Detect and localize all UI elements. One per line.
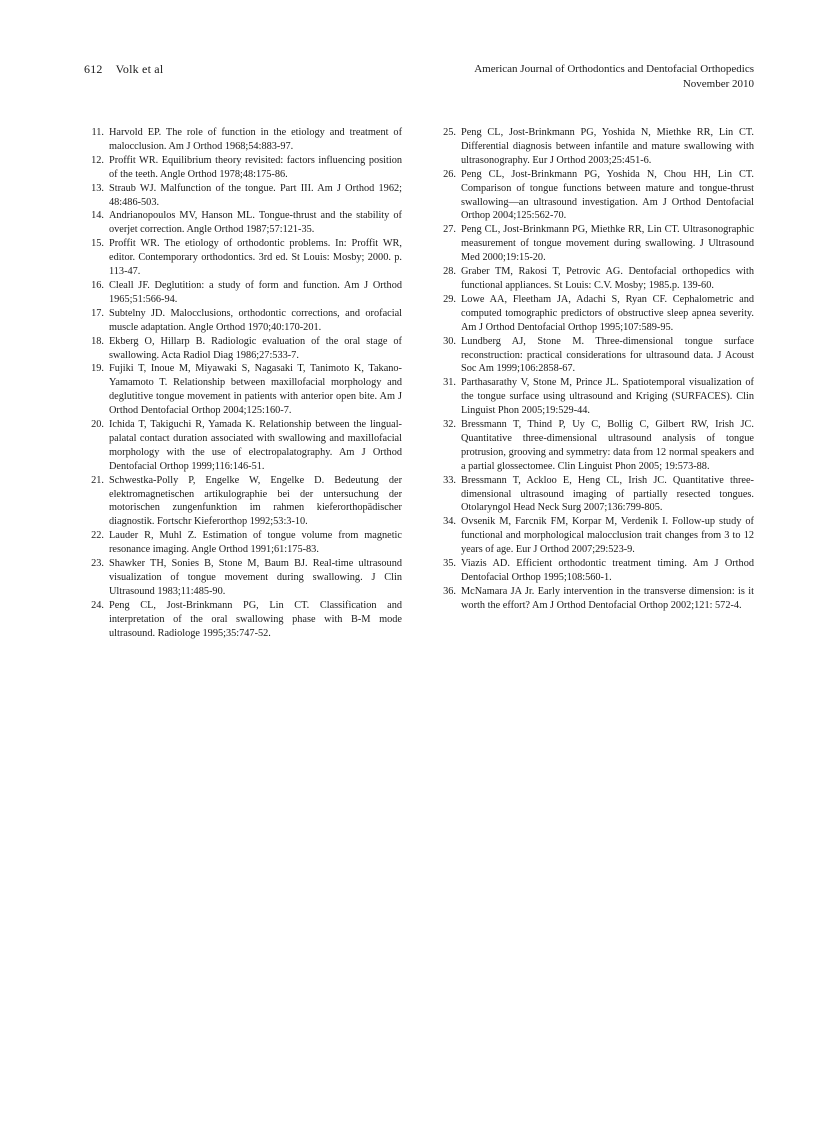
reference-text: Peng CL, Jost-Brinkmann PG, Yoshida N, Chou HH, Lin CT. Comparison of tongue functions between mature and tongue-thrust swallowing—an ultrasound investigation. Am J Orthod Dentofacial Orthop 2004;125:562-70.	[461, 168, 754, 222]
reference-number: 33.	[443, 474, 456, 486]
reference-item	[436, 557, 754, 585]
reference-item	[84, 418, 402, 474]
reference-number: 18.	[91, 335, 104, 347]
reference-text: Ovsenik M, Farcnik FM, Korpar M, Verdenik I. Follow-up study of functional and morphological malocclusion trait changes from 3 to 12 years of age. Eur J Orthod 2007;29:523-9.	[461, 516, 754, 556]
reference-number: 31.	[443, 377, 456, 389]
reference-item	[436, 474, 754, 516]
reference-number: 11.	[91, 127, 104, 138]
reference-item	[436, 293, 754, 335]
reference-text: McNamara JA Jr. Early intervention in the transverse dimension: is it worth the effort? Am J Orthod Dentofacial Orthop 2002;121: 572-4.	[461, 585, 754, 611]
reference-item	[436, 335, 754, 377]
page-number: 612	[84, 62, 103, 76]
reference-number: 29.	[443, 293, 456, 305]
reference-text: Fujiki T, Inoue M, Miyawaki S, Nagasaki T, Tanimoto K, Takano-Yamamoto T. Relationship between maxillofacial morphology and deglutitive tongue movement in patients with anterior open bite. Am J Orthod Dentofacial Orthop 2004;125:160-7.	[109, 363, 402, 417]
reference-item	[84, 474, 402, 530]
reference-number: 21.	[91, 474, 104, 486]
reference-number: 32.	[443, 419, 456, 431]
reference-text: Lowe AA, Fleetham JA, Adachi S, Ryan CF. Cephalometric and computed tomographic predictors of obstructive sleep apnea severity. Am J Orthod Dentofacial Orthop 1995;107:589-95.	[461, 293, 754, 333]
reference-item	[84, 307, 402, 335]
reference-number: 15.	[91, 238, 104, 250]
reference-item	[436, 585, 754, 613]
reference-item	[436, 418, 754, 474]
reference-item	[84, 557, 402, 599]
reference-number: 27.	[443, 224, 456, 236]
reference-number: 23.	[91, 558, 104, 570]
reference-number: 22.	[91, 530, 104, 542]
reference-number: 35.	[443, 558, 456, 570]
reference-text: Parthasarathy V, Stone M, Prince JL. Spatiotemporal visualization of the tongue surface using ultrasound and Kriging (SURFACES). Clin Linguist Phon 2005;19:529-44.	[461, 377, 754, 417]
reference-number: 34.	[443, 516, 456, 528]
reference-text: Andrianopoulos MV, Hanson ML. Tongue-thrust and the stability of overjet correction. Angle Orthod 1987;57:121-35.	[109, 210, 402, 236]
reference-number: 36.	[443, 585, 456, 597]
running-authors: Volk et al	[115, 62, 164, 76]
reference-number: 24.	[91, 599, 104, 611]
reference-text: Viazis AD. Efficient orthodontic treatment timing. Am J Orthod Dentofacial Orthop 1995;108:560-1.	[461, 558, 754, 583]
reference-number: 13.	[91, 182, 104, 194]
reference-item	[84, 237, 402, 279]
reference-text: Graber TM, Rakosi T, Petrovic AG. Dentofacial orthopedics with functional appliances. St Louis: C.V. Mosby; 1985.p. 139-60.	[461, 266, 754, 291]
reference-item	[84, 279, 402, 307]
reference-text: Ichida T, Takiguchi R, Yamada K. Relationship between the lingual-palatal contact duration associated with swallowing and maxillofacial morphology with the use of electropalatography. Am J Orthod Dentofacial Orthop 1999;116:146-51.	[109, 419, 402, 472]
reference-item	[84, 209, 402, 237]
reference-text: Lauder R, Muhl Z. Estimation of tongue volume from magnetic resonance imaging. Angle Orthod 1991;61:175-83.	[109, 530, 402, 556]
reference-item	[436, 168, 754, 224]
reference-text: Bressmann T, Thind P, Uy C, Bollig C, Gilbert RW, Irish JC. Quantitative three-dimensional ultrasound analysis of tongue protrusion, grooving and symmetry: data from 12 normal speakers and a partial glossectomee. Clin Linguist Phon 2005; 19:573-88.	[461, 419, 754, 472]
running-header-right	[474, 62, 754, 91]
reference-item	[84, 335, 402, 363]
reference-text: Subtelny JD. Malocclusions, orthodontic corrections, and orofacial muscle adaptation. Angle Orthod 1970;40:170-201.	[109, 307, 402, 333]
reference-number: 19.	[91, 363, 104, 375]
reference-item	[84, 182, 402, 210]
reference-text: Straub WJ. Malfunction of the tongue. Part III. Am J Orthod 1962; 48:486-503.	[109, 182, 402, 208]
reference-item	[436, 223, 754, 265]
reference-item	[84, 362, 402, 418]
reference-text: Lundberg AJ, Stone M. Three-dimensional tongue surface reconstruction: practical considerations for ultrasound data. J Acoust Soc Am 1999;106:2858-67.	[461, 335, 754, 375]
reference-text: Schwestka-Polly P, Engelke W, Engelke D. Bedeutung der elektromagnetischen artikulographie bei der untersuchung der motorischen zungenfunktion im rahmen kieferorthopädischer diagnostik. Fortschr Kieferorthop 1992;53:3-10.	[109, 474, 402, 528]
reference-text: Bressmann T, Ackloo E, Heng CL, Irish JC. Quantitative three-dimensional ultrasound imaging of partially resected tongues. Otolaryngol Head Neck Surg 2007;136:799-805.	[461, 474, 754, 514]
issue-date: November 2010	[682, 77, 754, 90]
reference-text: Proffit WR. The etiology of orthodontic problems. In: Proffit WR, editor. Contemporary orthodontics. 3rd ed. St Louis: Mosby; 2000. p. 113-47.	[109, 238, 402, 278]
reference-text: Harvold EP. The role of function in the etiology and treatment of malocclusion. Am J Orthod 1968;54:883-97.	[109, 127, 402, 152]
references-right-column	[436, 126, 754, 613]
reference-item	[84, 529, 402, 557]
reference-number: 16.	[91, 279, 104, 291]
reference-text: Proffit WR. Equilibrium theory revisited: factors influencing position of the teeth. Angle Orthod 1978;48:175-86.	[109, 154, 402, 180]
reference-text: Ekberg O, Hillarp B. Radiologic evaluation of the oral stage of swallowing. Acta Radiol Diag 1986;27:533-7.	[109, 335, 402, 361]
reference-number: 28.	[443, 266, 456, 278]
reference-text: Cleall JF. Deglutition: a study of form and function. Am J Orthod 1965;51:566-94.	[109, 279, 402, 305]
reference-item	[84, 154, 402, 182]
reference-text: Shawker TH, Sonies B, Stone M, Baum BJ. Real-time ultrasound visualization of tongue movement during swallowing. J Clin Ultrasound 1983;11:485-90.	[109, 558, 402, 597]
reference-number: 12.	[91, 154, 104, 166]
reference-number: 30.	[443, 335, 456, 347]
reference-number: 26.	[443, 168, 456, 180]
reference-number: 20.	[91, 419, 104, 431]
reference-text: Peng CL, Jost-Brinkmann PG, Yoshida N, Miethke RR, Lin CT. Differential diagnosis between infantile and mature swallowing with ultrasonography. Eur J Orthod 2003;25:451-6.	[461, 127, 754, 166]
journal-title: American Journal of Orthodontics and Dentofacial Orthopedics	[474, 63, 754, 75]
reference-item	[84, 126, 402, 154]
reference-item	[436, 376, 754, 418]
reference-item	[84, 599, 402, 641]
reference-number: 17.	[91, 307, 104, 319]
running-header-left	[84, 62, 163, 77]
reference-number: 14.	[91, 210, 104, 222]
references-left-column	[84, 126, 402, 641]
reference-item	[436, 515, 754, 557]
reference-text: Peng CL, Jost-Brinkmann PG, Lin CT. Classification and interpretation of the oral swallowing phase with B-M mode ultrasound. Radiologe 1995;35:747-52.	[109, 599, 402, 639]
reference-text: Peng CL, Jost-Brinkmann PG, Miethke RR, Lin CT. Ultrasonographic measurement of tongue movement during swallowing. J Ultrasound Med 2000;19:15-20.	[461, 224, 754, 264]
reference-item	[436, 265, 754, 293]
reference-number: 25.	[443, 127, 456, 138]
reference-item	[436, 126, 754, 168]
